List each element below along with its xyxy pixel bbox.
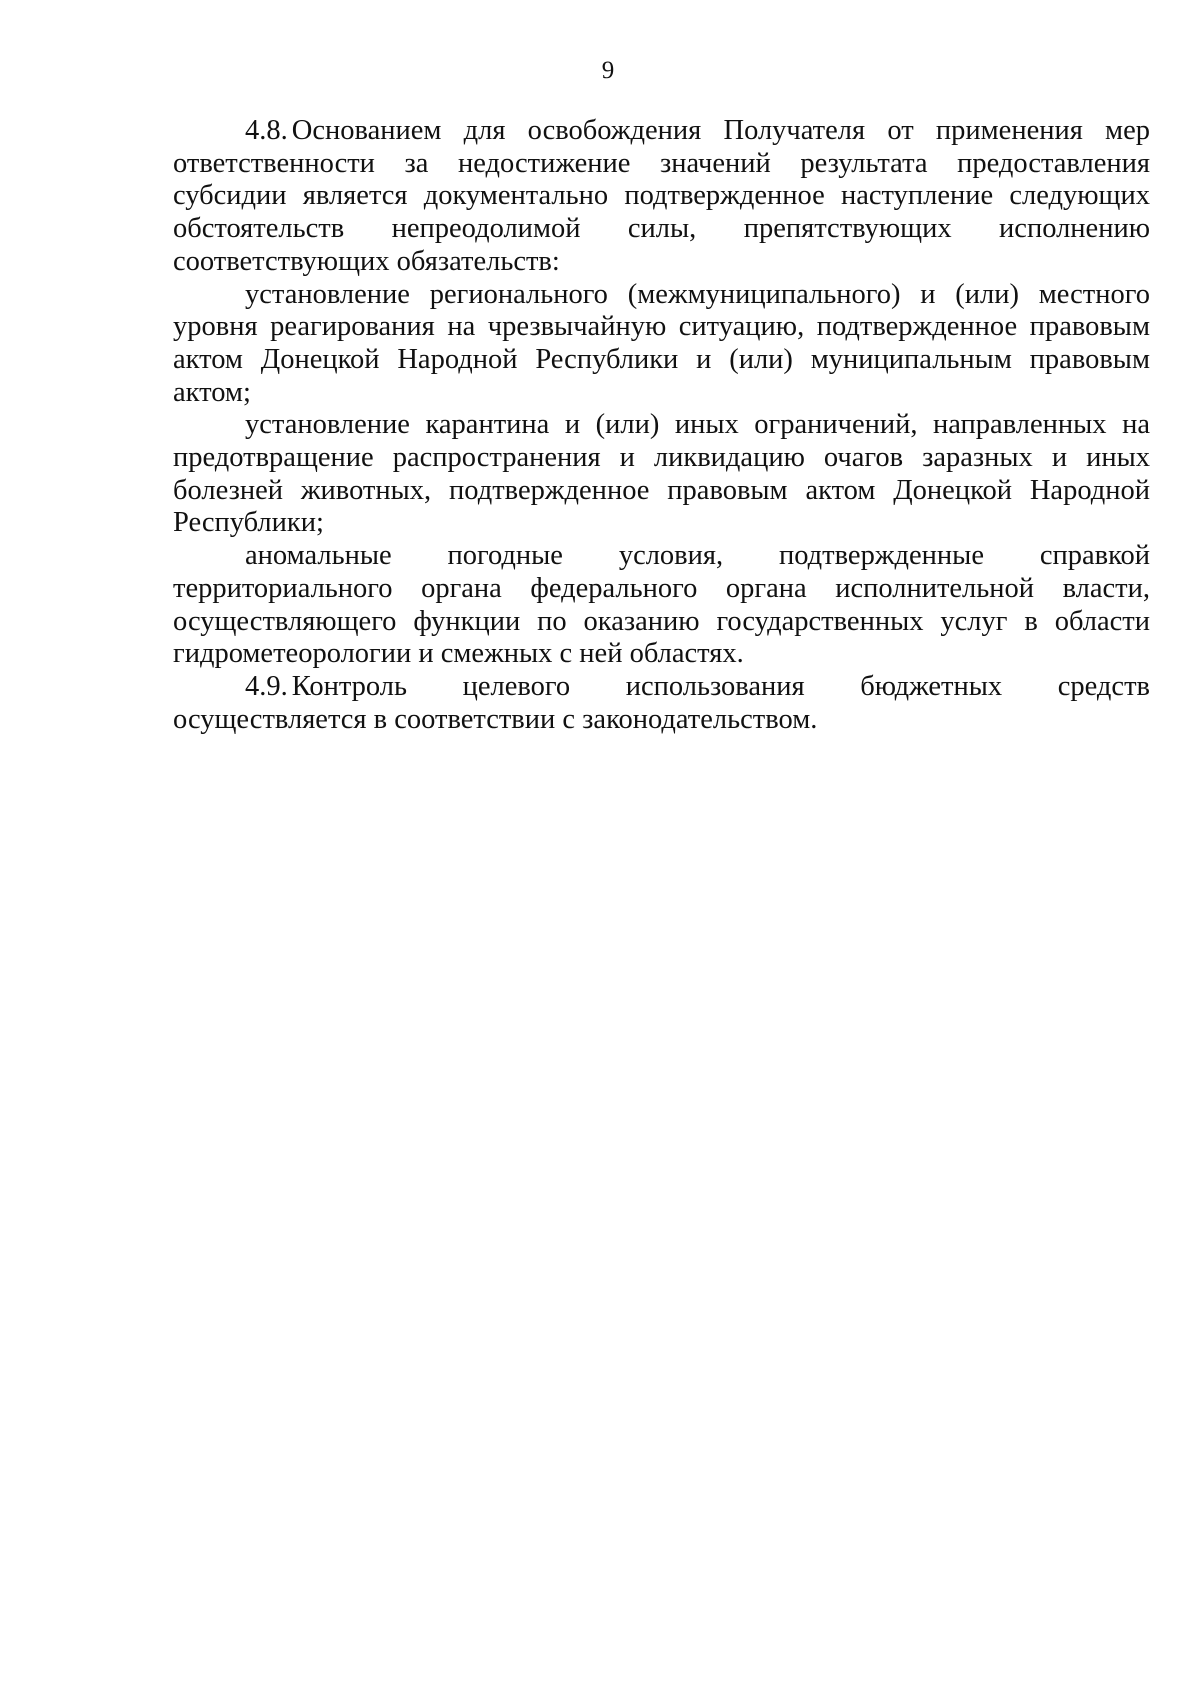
paragraph-emergency-situation (173, 279, 1150, 410)
paragraph-text: Основанием для освобождения Получателя от применения мер ответственности за недостижение значений результата предоставления субсидии является документально подтвержденное наступление следующих обстоятельств непреодолимой силы, препятствующих исполнению соответствующих обязательств: (173, 115, 1150, 277)
paragraph-text: аномальные погодные условия, подтвержденные справкой территориального органа федерального органа исполнительной власти, осуществляющего функции по оказанию государственных услуг в области гидрометеорологии и смежных с ней областях. (173, 540, 1150, 670)
document-body (173, 115, 1150, 736)
paragraph-4-8 (173, 115, 1150, 279)
paragraph-text: установление регионального (межмуниципального) и (или) местного уровня реагирования на чрезвычайную ситуацию, подтвержденное правовым актом Донецкой Народной Республики и (или) муниципальным правовым актом; (173, 278, 1150, 408)
paragraph-weather-conditions (173, 540, 1150, 671)
paragraph-quarantine (173, 409, 1150, 540)
paragraph-number: 4.8. (245, 115, 288, 146)
page-number: 9 (601, 57, 615, 84)
paragraph-number: 4.9. (245, 670, 288, 702)
paragraph-text: Контроль целевого использования бюджетных средств осуществляется в соответствии с законодательством. (173, 670, 1150, 735)
paragraph-text: установление карантина и (или) иных ограничений, направленных на предотвращение распространения и ликвидацию очагов заразных и иных болезней животных, подтвержденное правовым актом Донецкой Народной Республики; (173, 409, 1150, 539)
paragraph-4-9 (173, 671, 1150, 736)
